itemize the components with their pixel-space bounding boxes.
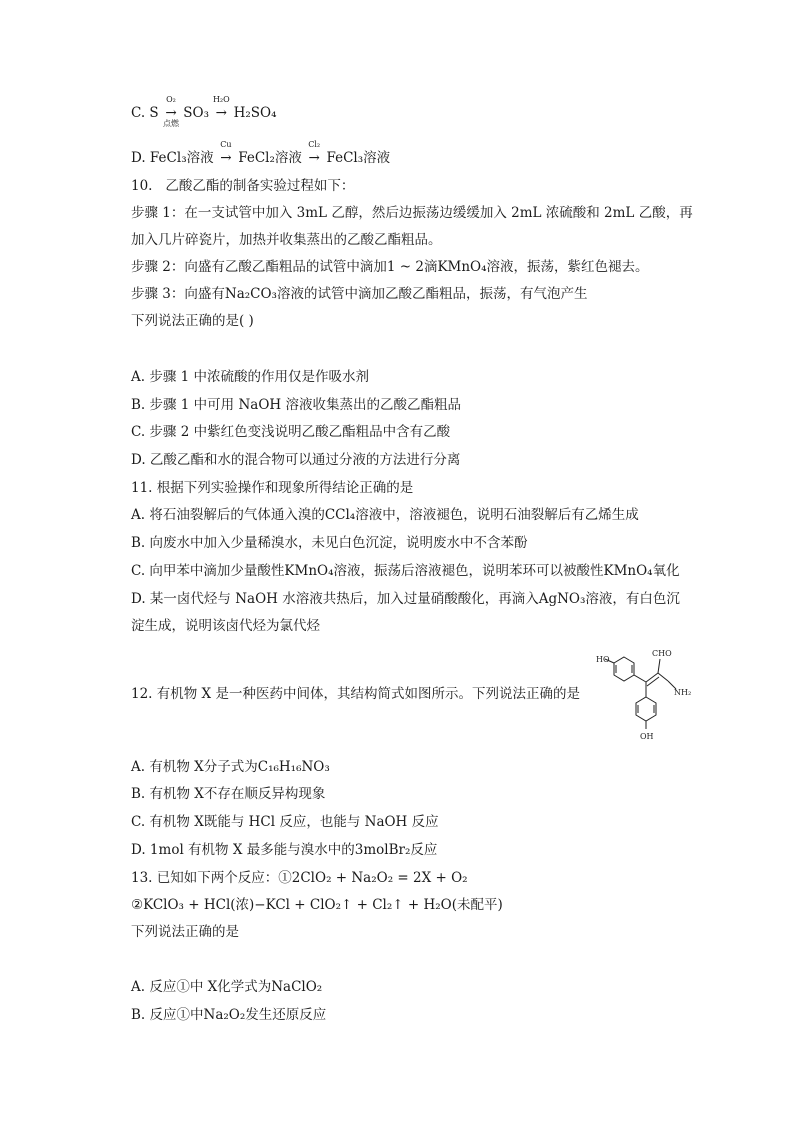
reaction-arrow: O₂ → 点燃 — [163, 104, 179, 122]
q10-step1-line2: 加入几片碎瓷片，加热并收集蒸出的乙酸乙酯粗品。 — [131, 232, 442, 248]
q13-option-b: B. 反应①中Na₂O₂发生还原反应 — [131, 1007, 327, 1023]
reaction-arrow: H₂O → — [213, 104, 229, 122]
q10-step3: 步骤 3：向盛有Na₂CO₃溶液的试管中滴加乙酸乙酯粗品，振荡，有气泡产生 — [131, 286, 588, 302]
arrow-reagent-label: Cl₂ — [308, 140, 321, 149]
arrow-reagent-label: O₂ — [166, 95, 176, 104]
molecule-structure-diagram — [590, 645, 700, 745]
q10-title-text: 乙酸乙酯的制备实验过程如下： — [165, 178, 355, 194]
q13-reaction-2: ②KClO₃ + HCl(浓)−KCl + ClO₂↑ + Cl₂↑ + H₂O(未配平) — [131, 897, 503, 913]
q11-option-b: B. 向废水中加入少量稀溴水，未见白色沉淀，说明废水中不含苯酚 — [131, 535, 528, 551]
q13-title: 13. 已知如下两个反应：①2ClO₂ + Na₂O₂ = 2X + O₂ — [131, 870, 468, 886]
mol-label-nh2: NH₂ — [674, 688, 692, 697]
reaction-arrow: Cl₂ → — [306, 149, 322, 167]
arrow-condition-label: 点燃 — [162, 119, 179, 128]
q10-question: 下列说法正确的是( ) — [131, 313, 254, 329]
option-c-reaction — [131, 95, 277, 128]
q12-option-b: B. 有机物 X不存在顺反异构现象 — [131, 786, 326, 802]
option-d-prefix: D. FeCl₃溶液 — [131, 150, 214, 166]
q10-step1-line1: 步骤 1：在一支试管中加入 3mL 乙醇，然后边振荡边缓缓加入 2mL 浓硫酸和 2mL 乙酸，再 — [131, 205, 693, 221]
q11-option-c: C. 向甲苯中滴加少量酸性KMnO₄溶液，振荡后溶液褪色，说明苯环可以被酸性KMnO₄氧化 — [131, 563, 680, 579]
mol-label-cho: CHO — [652, 649, 672, 658]
option-d-end: FeCl₃溶液 — [326, 150, 391, 166]
q10-number: 10. — [131, 178, 153, 194]
q12-option-a: A. 有机物 X分子式为C₁₆H₁₆NO₃ — [131, 759, 330, 775]
q10-option-c: C. 步骤 2 中紫红色变浅说明乙酸乙酯粗品中含有乙酸 — [131, 424, 451, 440]
mol-label-ho: HO — [596, 655, 610, 664]
q10-option-b: B. 步骤 1 中可用 NaOH 溶液收集蒸出的乙酸乙酯粗品 — [131, 397, 461, 413]
q12-option-c: C. 有机物 X既能与 HCl 反应，也能与 NaOH 反应 — [131, 814, 439, 830]
q11-title: 11. 根据下列实验操作和现象所得结论正确的是 — [131, 480, 414, 496]
reaction-arrow: Cu → — [218, 149, 234, 167]
q13-option-a: A. 反应①中 X化学式为NaClO₂ — [131, 979, 323, 995]
option-d-mid: FeCl₂溶液 — [238, 150, 302, 166]
q12-title: 12. 有机物 X 是一种医药中间体，其结构简式如图所示。下列说法正确的是 — [131, 686, 580, 702]
mol-label-oh: OH — [640, 732, 654, 741]
arrow-reagent-label: Cu — [220, 140, 232, 149]
q11-option-d-line1: D. 某一卤代烃与 NaOH 水溶液共热后，加入过量硝酸酸化，再滴入AgNO₃溶液，有白色沉 — [131, 591, 680, 607]
option-c-prefix: C. S — [131, 105, 159, 121]
q10-option-a: A. 步骤 1 中浓硫酸的作用仅是作吸水剂 — [131, 369, 370, 385]
q10-title — [131, 177, 354, 195]
option-c-mid: SO₃ — [183, 105, 210, 121]
q13-question: 下列说法正确的是 — [131, 924, 239, 940]
q10-option-d: D. 乙酸乙酯和水的混合物可以通过分液的方法进行分离 — [131, 452, 461, 468]
option-d-reaction — [131, 140, 391, 167]
option-c-end: H₂SO₄ — [233, 105, 277, 121]
q12-option-d: D. 1mol 有机物 X 最多能与溴水中的3molBr₂反应 — [131, 842, 438, 858]
q10-step2: 步骤 2：向盛有乙酸乙酯粗品的试管中滴加1 ~ 2滴KMnO₄溶液，振荡，紫红色褪去。 — [131, 259, 649, 275]
q11-option-d-line2: 淀生成，说明该卤代烃为氯代烃 — [131, 618, 320, 634]
q11-option-a: A. 将石油裂解后的气体通入溴的CCl₄溶液中，溶液褪色，说明石油裂解后有乙烯生成 — [131, 507, 639, 523]
arrow-reagent-label: H₂O — [212, 95, 230, 104]
